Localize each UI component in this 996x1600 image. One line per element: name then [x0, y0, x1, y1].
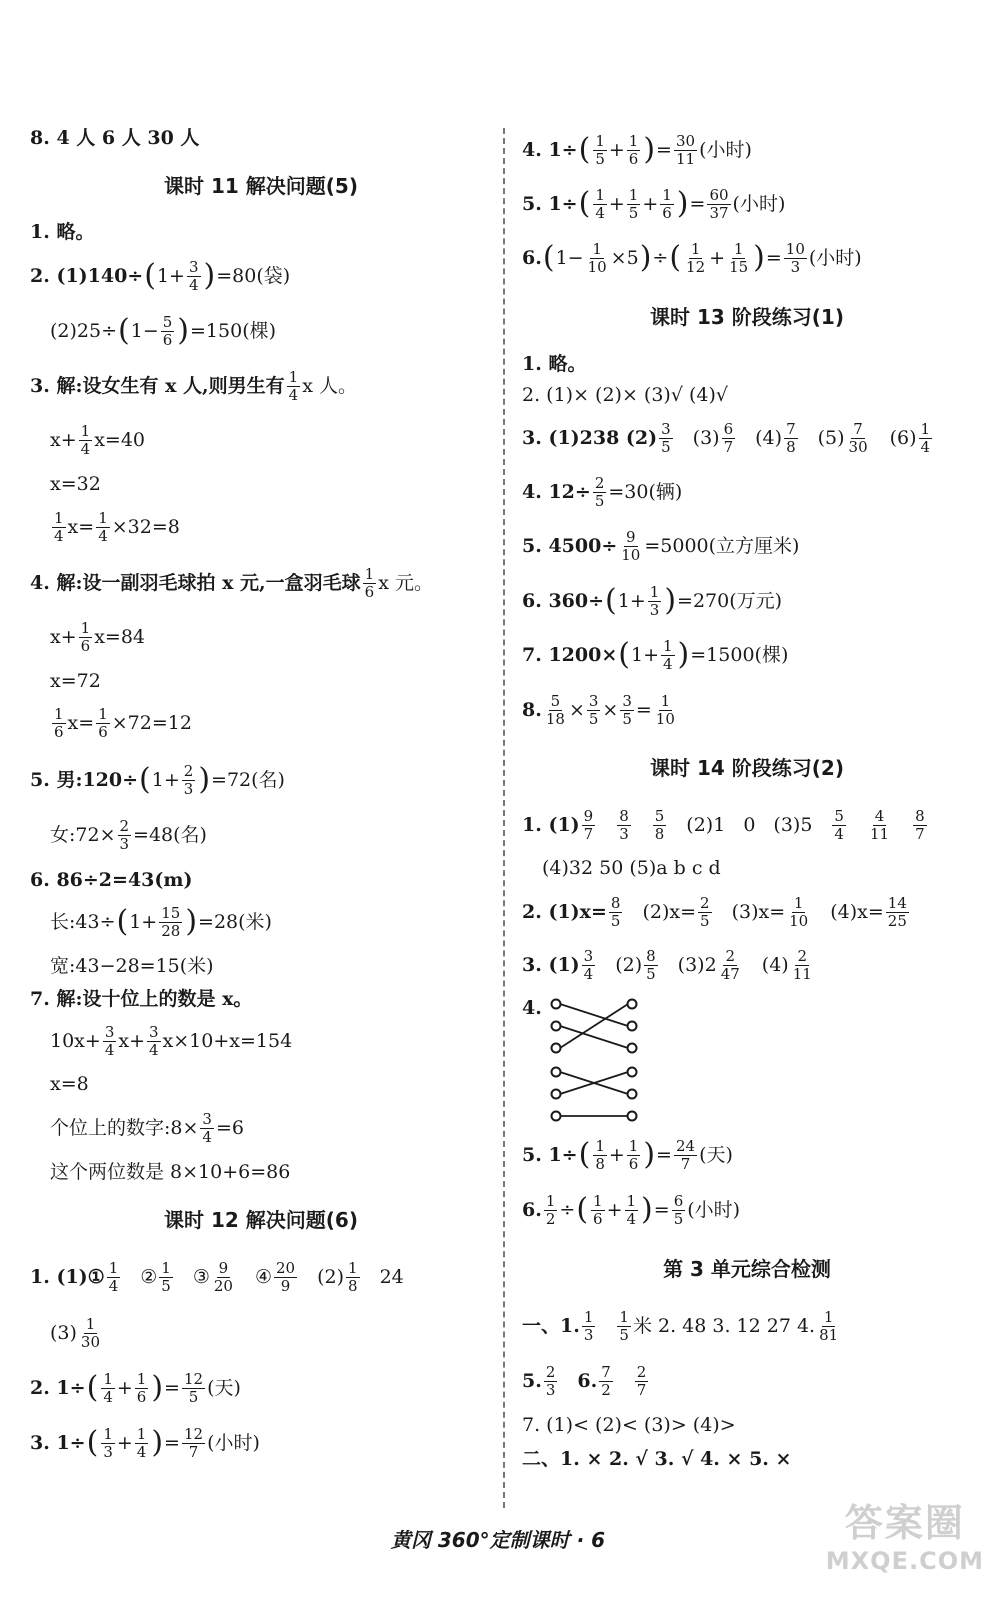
- s11-answer-7-eq3: 个位上的数字:8× $\frac{3}{4}$ =6: [50, 1109, 244, 1146]
- section-title-unit3: 第 3 单元综合检测: [663, 1257, 831, 1281]
- s12-answer-3: 3. 1÷ ( $\frac{1}{3}$ + $\frac{1}{4}$ ) = $\frac{12}{7}$ (小时): [30, 1424, 260, 1461]
- s11-answer-4-eq1: x+ $\frac{1}{6}$ x=84: [50, 618, 145, 655]
- section-title-12: 课时 12 解决问题(6): [164, 1208, 358, 1232]
- answer-8: 8. 4 人 6 人 30 人: [30, 127, 200, 149]
- s13-answer-4: 4. 12÷ $\frac{2}{5}$ =30(辆): [522, 473, 683, 510]
- s14-answer-5: 5. 1÷ ( $\frac{1}{8}$ + $\frac{1}{6}$ ) = $\frac{24}{7}$ (天): [522, 1136, 733, 1173]
- s13-answer-8: 8. $\frac{5}{18}$ × $\frac{3}{5}$ × $\frac{3}{5}$ = $\frac{1}{10}$: [522, 691, 675, 728]
- r-answer-6: 6. ( 1− $\frac{1}{10}$ ×5 ) ÷ ( $\frac{1}{12}$ + $\frac{1}{15}$ ) = $\frac{10}{3}$ (小时): [522, 239, 862, 276]
- s11-answer-7-eq2: x=8: [50, 1073, 89, 1095]
- r-answer-5: 5. 1÷ ( $\frac{1}{4}$ + $\frac{1}{5}$ + $\frac{1}{6}$ ) = $\frac{60}{37}$ (小时): [522, 185, 786, 222]
- s11-answer-4: 4. 解:设一副羽毛球拍 x 元,一盒羽毛球 $\frac{1}{6}$ x 元。: [30, 564, 433, 601]
- s11-answer-7: 7. 解:设十位上的数是 x。: [30, 988, 253, 1010]
- s14-answer-1: 1. (1) $\frac{9}{7}$ $\frac{8}{3}$ $\frac{5}{8}$ (2)1 0 (3)5 $\frac{5}{4}$ $\frac{4}{11}$ $\frac{8}{7}$: [522, 806, 925, 843]
- watermark-logo: 答案圈 MXQE.COM: [825, 1501, 984, 1575]
- r-answer-4: 4. 1÷ ( $\frac{1}{5}$ + $\frac{1}{6}$ ) = $\frac{30}{11}$ (小时): [522, 131, 752, 168]
- s11-answer-3-eq1: x+ $\frac{1}{4}$ x=40: [50, 421, 145, 458]
- s14-answer-6: 6. $\frac{1}{2}$ ÷ ( $\frac{1}{6}$ + $\frac{1}{4}$ ) = $\frac{6}{5}$ (小时): [522, 1191, 741, 1228]
- s11-answer-2b: (2)25÷ ( 1− $\frac{5}{6}$ ) =150(棵): [50, 312, 277, 349]
- s14-answer-3: 3. (1) $\frac{3}{4}$ (2) $\frac{8}{5}$ (3)2 $\frac{2}{47}$ (4) $\frac{2}{11}$: [522, 946, 812, 983]
- unit3-part1-line3: 7. (1)< (2)< (3)> (4)>: [522, 1414, 736, 1436]
- s11-answer-5: 5. 男:120÷ ( 1+ $\frac{2}{3}$ ) =72(名): [30, 761, 285, 798]
- s13-answer-6: 6. 360÷ ( 1+ $\frac{1}{3}$ ) =270(万元): [522, 582, 783, 619]
- s11-answer-4-eq3: $\frac{1}{6}$ x= $\frac{1}{6}$ ×72=12: [54, 704, 192, 741]
- s11-answer-3-eq2: x=32: [50, 473, 101, 495]
- s13-answer-7: 7. 1200× ( 1+ $\frac{1}{4}$ ) =1500(棵): [522, 636, 789, 673]
- s11-answer-6a: 长:43÷ ( 1+ $\frac{15}{28}$ ) =28(米): [50, 903, 272, 940]
- s12-answer-1: 1. (1)① $\frac{1}{4}$ ② $\frac{1}{5}$ ③ $\frac{9}{20}$ ④ $\frac{20}{9}$ (2) $\frac{1}{8}$ 24: [30, 1258, 404, 1295]
- s14-answer-1b: (4)32 50 (5)a b c d: [542, 857, 721, 879]
- s13-answer-3: 3. (1)238 (2) $\frac{3}{5}$ (3) $\frac{6}{7}$ (4) $\frac{7}{8}$ (5) $\frac{7}{30}$ (6) $\frac{1}{4}$: [522, 419, 931, 456]
- s14-answer-4: 4.: [522, 997, 542, 1019]
- s11-answer-3: 3. 解:设女生有 x 人,则男生有 $\frac{1}{4}$ x 人。: [30, 367, 357, 404]
- s12-answer-1-3: (3) $\frac{1}{30}$: [50, 1314, 101, 1351]
- s11-answer-5b: 女:72× $\frac{2}{3}$ =48(名): [50, 816, 207, 853]
- s11-answer-2: 2. (1)140÷ ( 1+ $\frac{3}{4}$ ) =80(袋): [30, 257, 291, 294]
- unit3-part1-line1: 一、1. $\frac{1}{3}$ $\frac{1}{5}$ 米 2. 48 3. 12 27 4. $\frac{1}{81}$: [522, 1307, 839, 1344]
- s11-answer-4-eq2: x=72: [50, 670, 101, 692]
- s12-answer-2: 2. 1÷ ( $\frac{1}{4}$ + $\frac{1}{6}$ ) = $\frac{12}{5}$ (天): [30, 1369, 241, 1406]
- s14-answer-2: 2. (1)x= $\frac{8}{5}$ (2)x= $\frac{2}{5}$ (3)x= $\frac{1}{10}$ (4)x= $\frac{14}{25}$: [522, 893, 907, 930]
- s13-answer-1: 1. 略。: [522, 353, 587, 375]
- unit3-part1-line2: 5. $\frac{2}{3}$ 6. $\frac{7}{2}$ $\frac{2}{7}$: [522, 1362, 647, 1399]
- s11-answer-7-eq1: 10x+ $\frac{3}{4}$ x+ $\frac{3}{4}$ x×10+x=154: [50, 1022, 293, 1059]
- s11-answer-6b: 宽:43−28=15(米): [50, 955, 214, 977]
- section-title-11: 课时 11 解决问题(5): [164, 174, 358, 198]
- section-title-14: 课时 14 阶段练习(2): [650, 756, 844, 780]
- s13-answer-2: 2. (1)× (2)× (3)√ (4)√: [522, 384, 728, 406]
- column-divider: [503, 128, 505, 1508]
- unit3-part2: 二、1. × 2. √ 3. √ 4. × 5. ×: [522, 1448, 792, 1470]
- s13-answer-5: 5. 4500÷ $\frac{9}{10}$ =5000(立方厘米): [522, 527, 800, 564]
- s11-answer-7-eq4: 这个两位数是 8×10+6=86: [50, 1161, 291, 1183]
- section-title-13: 课时 13 阶段练习(1): [650, 305, 844, 329]
- page-footer: 黄冈 360°定制课时 · 6: [390, 1528, 606, 1552]
- s11-answer-6: 6. 86÷2=43(m): [30, 869, 193, 891]
- s11-answer-1: 1. 略。: [30, 221, 95, 243]
- s11-answer-3-eq3: $\frac{1}{4}$ x= $\frac{1}{4}$ ×32=8: [54, 508, 180, 545]
- matching-diagram: [550, 998, 650, 1126]
